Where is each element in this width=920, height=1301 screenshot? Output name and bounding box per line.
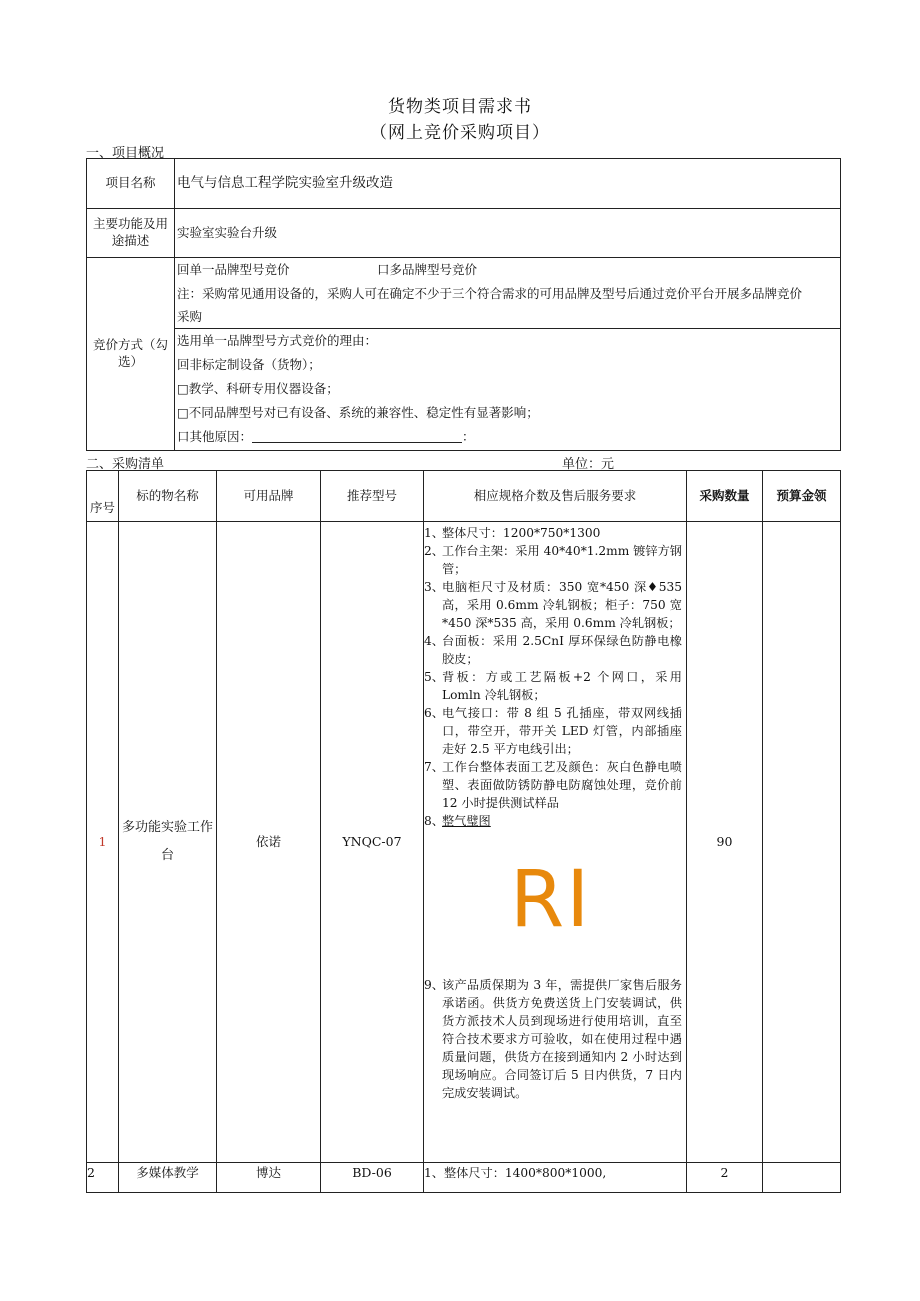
header-spec: 相应规格介数及售后服务要求 — [424, 471, 687, 522]
row2-qty: 2 — [687, 1163, 763, 1193]
function-label-line1: 主要功能及用 — [92, 216, 168, 232]
reason-4[interactable] — [175, 425, 840, 449]
row1-seq: 1 — [87, 522, 119, 1163]
spec-9-text: 该产品质保期为 3 年，需提供厂家售后服务承诺函。供货方免费送货上门安装调试，供货方派技术人员到现场进行使用培训，直至符合技术要求方可验收，如在使用过程中遇质量问题，供货方在接到通知内 2 小时达到现场响应。合同签订后 5 日内供货，7 日内完成安装调试。 — [442, 978, 682, 1100]
spec-9-num: 9、 — [424, 978, 444, 992]
bidding-options — [175, 258, 840, 282]
reason-4-blank — [252, 428, 462, 443]
row1-spec-item — [424, 524, 682, 542]
row1-spec-item — [424, 704, 682, 758]
row2-item: 多媒体教学 — [119, 1163, 217, 1193]
spec-text: 整气璧图 — [442, 814, 491, 828]
reason-1[interactable]: 回非标定制设备（货物）； — [177, 357, 321, 372]
header-model: 推荐型号 — [321, 471, 424, 522]
row1-budget — [763, 522, 841, 1163]
row2-seq: 2 — [87, 1163, 119, 1193]
row1-spec-item — [424, 668, 682, 704]
spec-text: 背板：方或工艺隔板+2 个网口，采用 Lomln 冷轧钢板； — [442, 670, 682, 702]
bidding-row — [87, 258, 841, 451]
spec-num: 4、 — [424, 634, 444, 648]
row1-qty: 90 — [687, 522, 763, 1163]
product-image: RI — [510, 855, 592, 945]
table-header-row — [87, 471, 841, 522]
bidding-label-line2: 选） — [117, 354, 143, 369]
header-brand: 可用品牌 — [217, 471, 321, 522]
bidding-label-line1: 竞价方式（勾 — [92, 337, 168, 353]
option-single-brand[interactable]: 回单一品牌型号竞价 — [177, 262, 290, 277]
spec-num: 5、 — [424, 670, 444, 684]
spec-num: 2、 — [424, 544, 444, 558]
note-line2: 采购 — [177, 309, 203, 324]
row1-spec — [424, 522, 687, 1163]
row1-spec-item-9 — [424, 976, 682, 1102]
project-name-value: 电气与信息工程学院实验室升级改造 — [175, 159, 841, 209]
page-subtitle: （网上竞价采购项目） — [370, 123, 550, 143]
row1-item — [119, 522, 217, 1163]
project-name-label: 项目名称 — [87, 159, 175, 209]
page-title: 货物类项目需求书 — [388, 97, 532, 117]
row2-brand: 博达 — [217, 1163, 321, 1193]
header-budget: 预算金领 — [763, 471, 841, 522]
reason-2[interactable]: □教学、科研专用仪器设备； — [177, 381, 339, 396]
row1-spec-list — [424, 524, 682, 830]
spec-num: 3、 — [424, 580, 444, 594]
spec-num: 6、 — [424, 706, 444, 720]
row2-spec: 1、整体尺寸：1400*800*1000, — [424, 1163, 687, 1193]
function-label-line2: 途描述 — [111, 233, 150, 248]
bidding-label — [87, 258, 175, 451]
row1-item-line1: 多功能实验工作 — [121, 820, 213, 835]
spec-text: 台面板：采用 2.5CnI 厚环保绿色防静电橡胶皮； — [442, 634, 682, 666]
row1-item-line2: 台 — [160, 848, 174, 863]
row1-model: YNQC-07 — [321, 522, 424, 1163]
overview-table — [86, 158, 841, 451]
spec-num: 1、 — [424, 526, 444, 540]
header-qty: 采购数量 — [687, 471, 763, 522]
row1-spec-item — [424, 632, 682, 668]
spec-text: 整体尺寸：1200*750*1300 — [442, 526, 601, 540]
reason-4-prefix: 口其他原因： — [177, 429, 253, 444]
unit-label: 单位：元 — [562, 457, 615, 472]
function-row — [87, 209, 841, 258]
project-name-row — [87, 159, 841, 209]
reason-4-suffix: ： — [462, 429, 475, 444]
reason-title: 选用单一品牌型号方式竞价的理由： — [175, 328, 840, 353]
row1-spec-item — [424, 578, 682, 632]
spec-text: 工作台整体表面工艺及颜色：灰白色静电喷塑、表面做防锈防静电防腐蚀处理，竞价前 12 小时提供测试样品 — [442, 760, 682, 810]
spec-text: 电脑柜尺寸及材质：350 宽*450 深♦535 高，采用 0.6mm 冷轧钢板；柜子：750 宽*450 深*535 高，采用 0.6mm 冷轧钢板； — [442, 580, 682, 630]
table-row — [87, 1163, 841, 1193]
header-item: 标的物名称 — [119, 471, 217, 522]
option-multi-brand[interactable]: 口多品牌型号竞价 — [377, 262, 478, 277]
bidding-content — [175, 258, 841, 451]
row1-brand: 依诺 — [217, 522, 321, 1163]
row2-model: BD-06 — [321, 1163, 424, 1193]
row1-spec-item — [424, 542, 682, 578]
section2-heading: 二、采购清单 — [86, 457, 165, 472]
spec-num: 8、 — [424, 814, 444, 828]
spec-text: 电气接口：带 8 组 5 孔插座，带双网线插口，带空开，带开关 LED 灯管，内部插座走好 2.5 平方电线引出； — [442, 706, 682, 756]
table-row — [87, 522, 841, 1163]
header-seq: 序号 — [87, 471, 119, 522]
spec-num: 7、 — [424, 760, 444, 774]
section1-heading: 一、项目概况 — [86, 146, 165, 161]
row2-budget — [763, 1163, 841, 1193]
reason-3[interactable]: □不同品牌型号对已有设备、系统的兼容性、稳定性有显著影响； — [177, 405, 539, 420]
row1-spec-item — [424, 812, 682, 830]
function-label — [87, 209, 175, 258]
row1-spec-item — [424, 758, 682, 812]
note-line1: 注：采购常见通用设备的，采购人可在确定不少于三个符合需求的可用品牌及型号后通过竞价平台开展多品牌竞价 — [177, 286, 803, 301]
function-value: 实验室实验台升级 — [175, 209, 841, 258]
spec-text: 工作台主架：采用 40*40*1.2mm 镀锌方钢管； — [442, 544, 682, 576]
procurement-table — [86, 470, 841, 1193]
